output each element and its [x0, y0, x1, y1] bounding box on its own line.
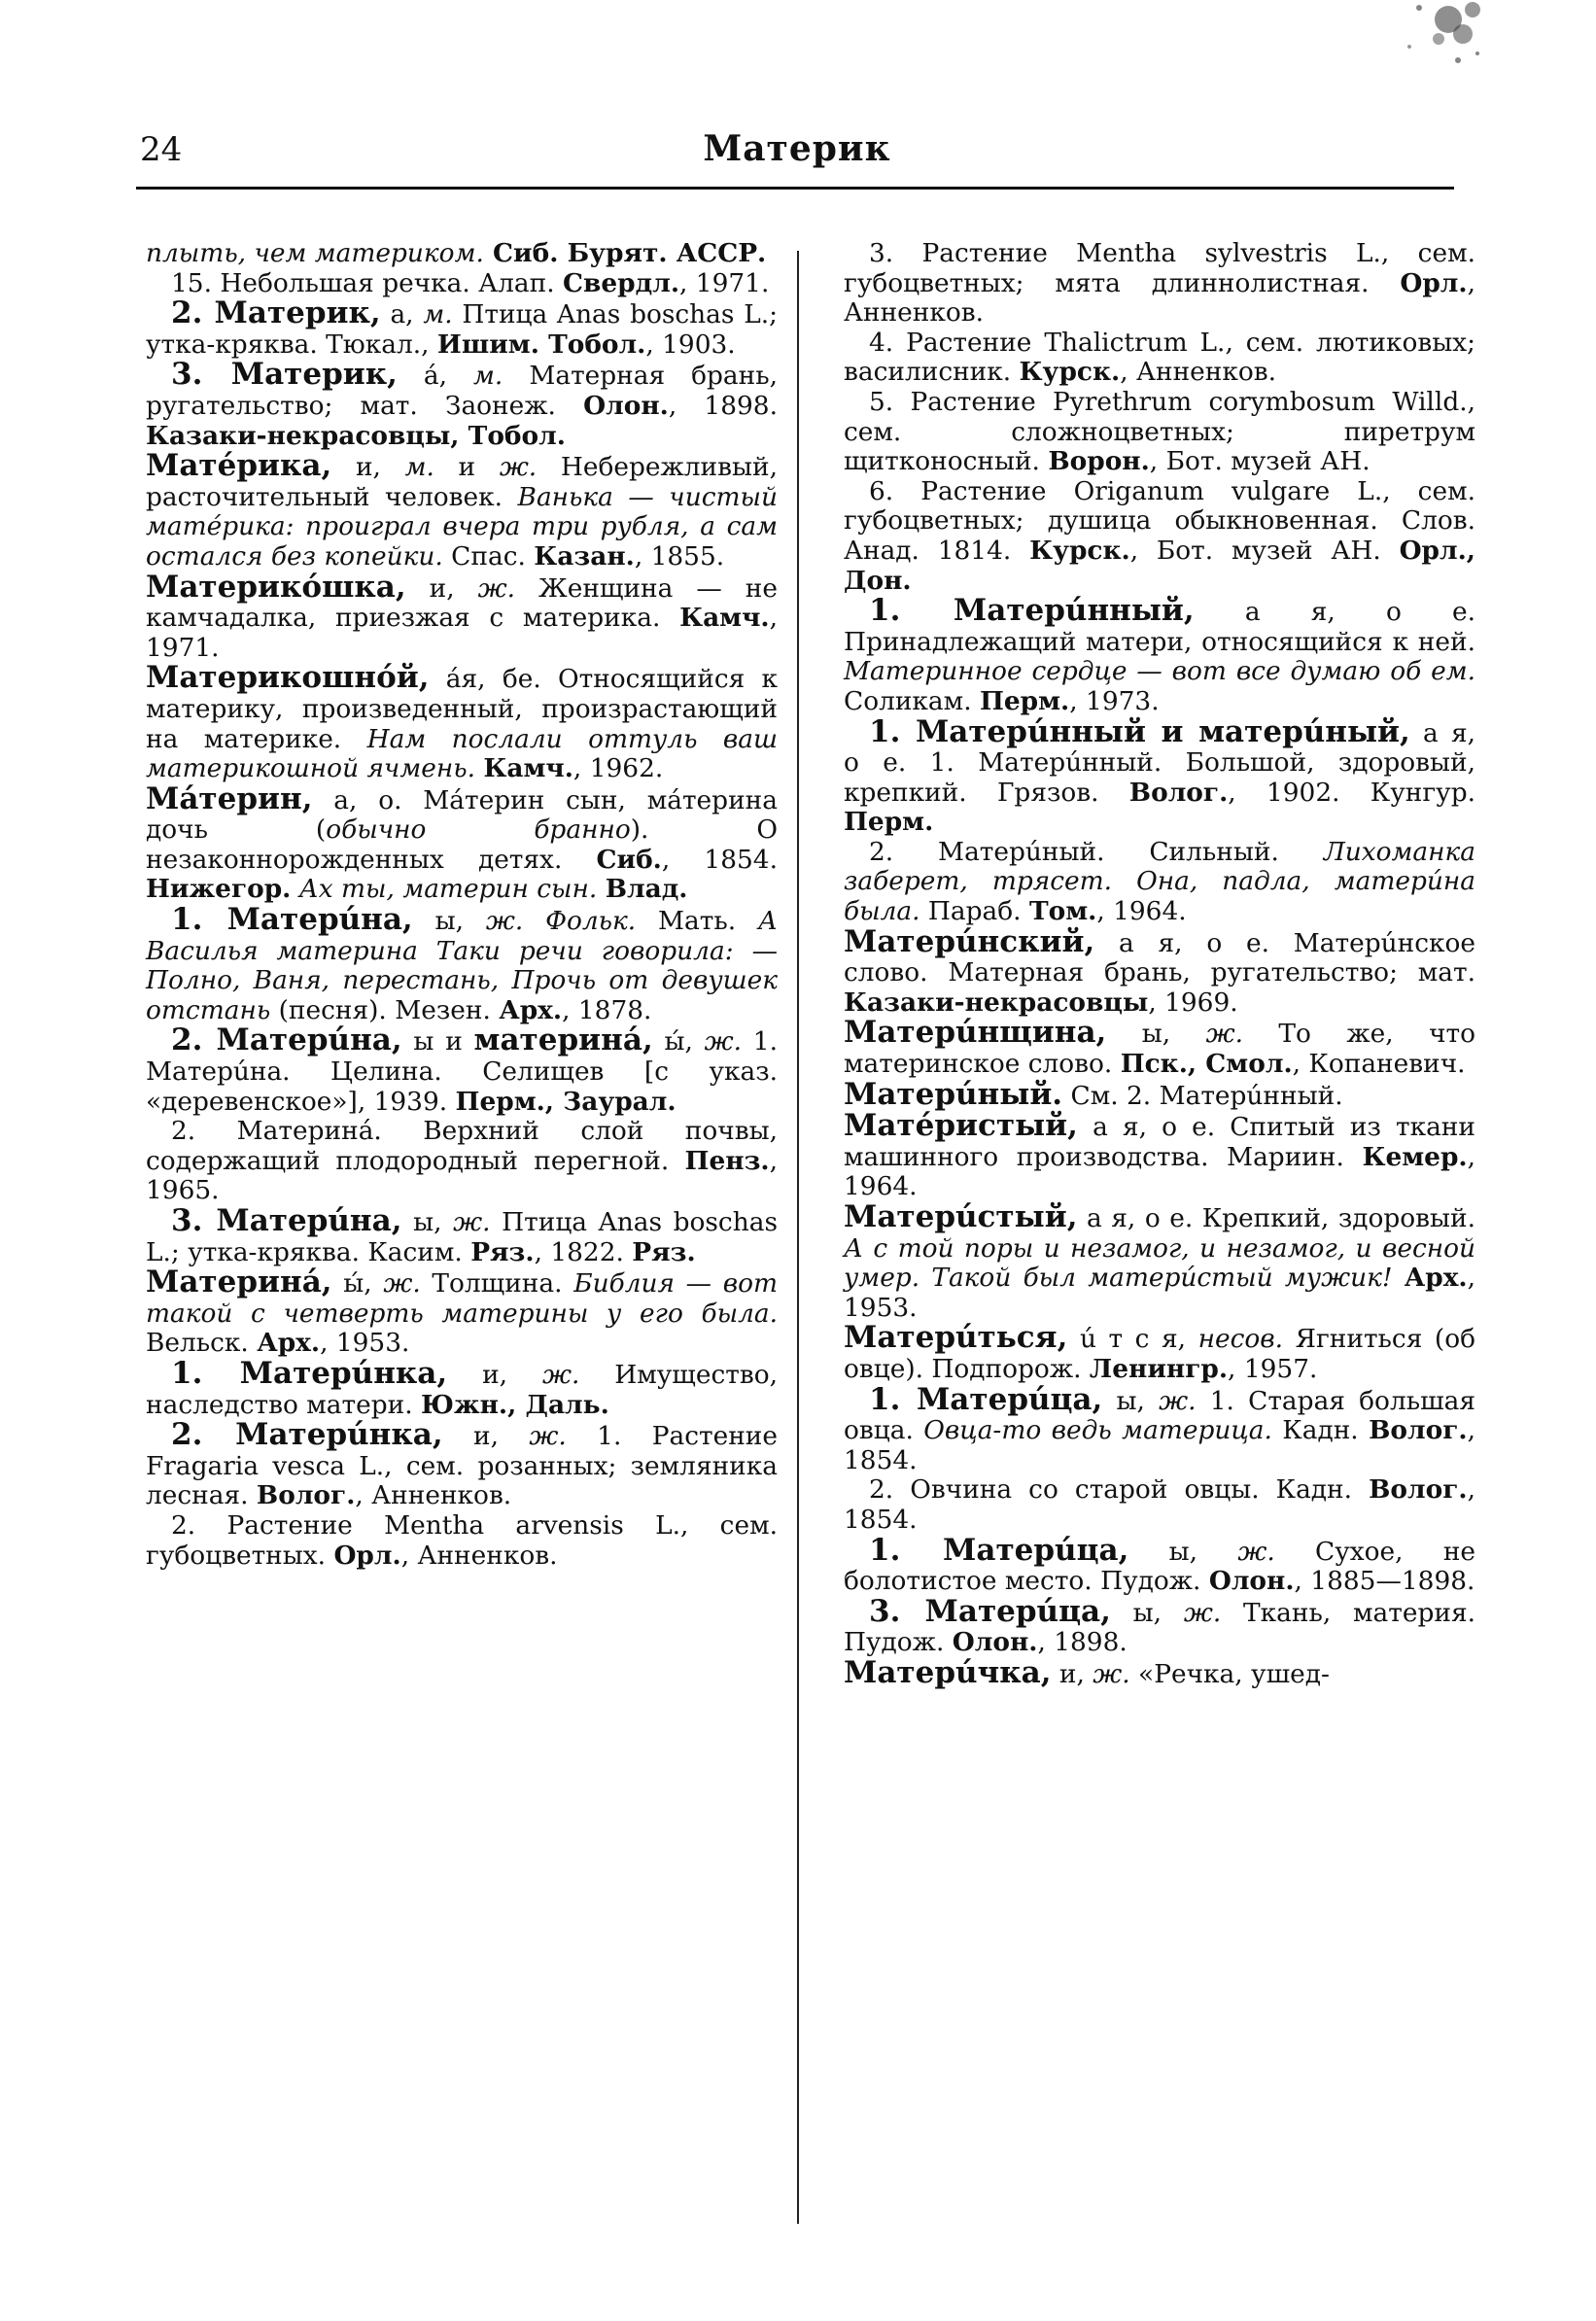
dictionary-entry	[146, 660, 778, 784]
entry-text: , Анненков.	[844, 267, 1475, 329]
header-rule	[136, 187, 1454, 190]
region-abbreviation: Ряз.	[632, 1236, 696, 1267]
entry-text: ы́,	[652, 1026, 705, 1057]
entry-text: Птица Anas boschas L.; утка-кряква. Тюкал.,	[146, 299, 779, 360]
entry-text: ы,	[1110, 1597, 1184, 1628]
italic-text: м.	[404, 452, 434, 483]
dictionary-entry	[844, 1015, 1475, 1080]
headword: Мáтерин,	[146, 780, 313, 816]
dictionary-entry	[146, 1203, 778, 1267]
italic-text: ж.	[704, 1026, 743, 1057]
entry-text: , 1971.	[679, 267, 770, 298]
headword: 1. Матерúца,	[869, 1532, 1129, 1568]
column-divider	[797, 251, 799, 2224]
entry-text: , 1953.	[844, 1263, 1476, 1323]
entry-text: , 1964.	[844, 1141, 1475, 1202]
headword: Матерúстый,	[844, 1199, 1078, 1234]
entry-text: 1. Растение Fragaria vesca L., сем. розанных; земляника лесная.	[146, 1421, 778, 1511]
region-abbreviation: Арх.	[499, 994, 563, 1025]
dictionary-entry	[146, 1417, 778, 1511]
entry-text: , Копаневич.	[1292, 1049, 1466, 1080]
region-abbreviation: Курск.	[1029, 535, 1130, 566]
entry-text: ú т с я,	[1067, 1324, 1198, 1355]
running-head: Материк	[703, 128, 891, 169]
region-abbreviation: Кемер.	[1362, 1141, 1468, 1172]
region-abbreviation: Камч.	[679, 603, 770, 634]
entry-text: , 1898.	[1037, 1627, 1128, 1658]
entry-text: , 1903.	[645, 329, 736, 360]
headword: 3. Матерúна,	[171, 1203, 402, 1238]
italic-text: ж.	[383, 1268, 421, 1299]
entry-text: , 1957.	[1228, 1353, 1318, 1384]
dictionary-entry	[844, 1199, 1476, 1323]
italic-text: ж.	[1183, 1597, 1222, 1628]
headword: 1. Матерúнный и матерúный,	[869, 713, 1410, 749]
entry-text: , 1965.	[146, 1145, 778, 1206]
right-column	[844, 239, 1475, 1690]
region-abbreviation: Олон.	[1208, 1566, 1295, 1597]
headword: 2. Матерúна,	[171, 1022, 402, 1058]
region-abbreviation: Пенз.	[684, 1145, 770, 1176]
entry-text: áя, бе. Относящийся к материку, произведенный, произрастающий на материке.	[146, 664, 778, 754]
dictionary-entry	[844, 923, 1475, 1019]
region-abbreviation: Курск.	[1019, 357, 1121, 388]
headword: 2. Матерúнка,	[171, 1417, 443, 1453]
headword: Матерúчка,	[844, 1654, 1052, 1690]
dictionary-entry	[146, 902, 778, 1025]
region-abbreviation: Том.	[1028, 896, 1097, 927]
dictionary-entry	[844, 1475, 1475, 1535]
entry-text: и,	[447, 1359, 542, 1390]
entry-text: , 1898.	[668, 390, 778, 421]
italic-text: ж.	[477, 572, 516, 604]
entry-text: , 1822.	[534, 1236, 633, 1267]
dictionary-entry	[844, 1593, 1475, 1658]
entry-text: 15. Небольшая речка. Алап.	[171, 267, 564, 298]
headword: Матерúнский,	[844, 923, 1095, 959]
region-abbreviation: Камч.	[483, 753, 573, 784]
italic-text: Овца-то ведь материца.	[923, 1415, 1272, 1446]
entry-text: Вельск.	[146, 1328, 258, 1359]
region-abbreviation: Ворон.	[1048, 446, 1150, 477]
dictionary-entry	[146, 1511, 778, 1571]
italic-text: Нам послали оттуль ваш материкошной ячмень.	[146, 723, 778, 784]
italic-text: ж.	[541, 1359, 580, 1390]
region-abbreviation: Южн., Даль.	[421, 1389, 609, 1420]
region-abbreviation: Нижегор.	[146, 874, 292, 905]
entry-text: Ягниться (об овце). Подпорож.	[844, 1324, 1475, 1384]
entry-text: ы,	[401, 1207, 454, 1237]
entry-text: Имущество, наследство матери.	[146, 1359, 778, 1420]
entry-text: Сухое, не болотистое место. Пудож.	[844, 1536, 1476, 1597]
headword: 3. Материк,	[171, 357, 398, 393]
entry-text: , 1902. Кунгур.	[1228, 777, 1475, 808]
entry-text: , 1953.	[320, 1328, 410, 1359]
dictionary-entry	[844, 838, 1475, 927]
dictionary-entry	[146, 269, 778, 299]
italic-text: м.	[423, 299, 453, 330]
entry-text: , 1855.	[634, 540, 725, 572]
page-number: 24	[140, 130, 183, 169]
italic-text: ж.	[1093, 1658, 1130, 1689]
dictionary-entry	[146, 780, 778, 905]
entry-text: и,	[331, 452, 405, 483]
italic-text: Ах ты, материн сын.	[298, 874, 598, 905]
entry-text: , Бот. музей АН.	[1129, 535, 1400, 566]
entry-text: Толщина.	[420, 1268, 574, 1299]
entry-text: á,	[397, 361, 474, 392]
entry-text: 1. Матерúна. Целина. Селищев [с указ. «деревенское»], 1939.	[146, 1026, 778, 1117]
region-abbreviation: Казаки-некрасовцы, Тобол.	[146, 420, 566, 451]
entry-text: Мать.	[636, 906, 758, 937]
entry-text: , 1854.	[661, 844, 778, 875]
region-abbreviation: Арх.	[1404, 1263, 1468, 1294]
left-column	[146, 239, 778, 1571]
headword: Матéристый,	[844, 1108, 1078, 1144]
dictionary-entry	[844, 329, 1475, 388]
region-abbreviation: Сиб.	[596, 844, 662, 875]
page-header	[136, 124, 1458, 183]
italic-text: м.	[473, 361, 503, 392]
entry-text: 6. Растение Origanum vulgare L., сем. губоцветных; душица обыкновенная. Слов. Анад. 1814.	[844, 475, 1475, 566]
dictionary-entry	[844, 593, 1475, 716]
entry-text: , 1971.	[146, 603, 778, 663]
entry-text: и,	[405, 572, 478, 604]
region-abbreviation: Ряз.	[470, 1236, 535, 1267]
entry-text: , 1969.	[1148, 987, 1238, 1018]
headword: 1. Матерúнный,	[869, 593, 1195, 629]
entry-text: 1. Старая большая овца.	[844, 1385, 1475, 1446]
dictionary-entry	[146, 1022, 778, 1117]
entry-text: ы,	[412, 906, 486, 937]
headword: Материкошнóй,	[146, 660, 430, 696]
entry-text: То же, что материнское слово.	[844, 1019, 1475, 1080]
italic-text: А Василья материна Таки речи говорила: — Полно, Ваня, перестань, Прочь от девушек отстань	[146, 906, 778, 1025]
entry-text: Матерная брань, ругательство; мат. Заонеж.	[146, 361, 779, 421]
italic-text: несов.	[1197, 1324, 1284, 1355]
entry-text: а, о. Мáтерин сын, мáтерина дочь (	[146, 784, 778, 846]
entry-text: ы,	[1128, 1536, 1238, 1567]
region-abbreviation: Перм., Заурал.	[455, 1086, 677, 1117]
entry-text: 3. Растение Mentha sylvestris L., сем. губоцветных; мята длиннолистная.	[844, 238, 1475, 298]
entry-text: Птица Anas boschas L.; утка-кряква. Касим.	[146, 1207, 778, 1267]
italic-text: ж.	[529, 1421, 567, 1452]
entry-text: ). О незаконнорожденных детях.	[146, 814, 778, 875]
dictionary-entry	[146, 239, 778, 269]
headword: Матéрика,	[146, 448, 332, 484]
region-abbreviation: Казан.	[534, 540, 635, 572]
entry-text	[597, 874, 605, 904]
entry-text: См. 2. Матерúнный.	[1062, 1080, 1343, 1111]
dictionary-entry	[146, 448, 779, 572]
entry-text: и,	[442, 1421, 530, 1452]
italic-text: плыть, чем материком.	[146, 238, 484, 268]
region-abbreviation: Пск., Смол.	[1120, 1049, 1293, 1080]
entry-text: а я, о е. Принадлежащий матери, относящийся к ней.	[844, 597, 1475, 657]
dictionary-entry	[844, 1381, 1475, 1476]
entry-text: , 1964.	[1096, 896, 1187, 927]
dictionary-entry	[146, 1355, 778, 1420]
region-abbreviation: Волог.	[1128, 777, 1229, 808]
entry-text: и	[434, 452, 500, 483]
entry-text: а я, о е. Крепкий, здоровый.	[1077, 1203, 1475, 1233]
headword: 2. Материк,	[171, 295, 381, 331]
italic-text: ж. Фольк.	[485, 906, 637, 937]
entry-text: а,	[380, 299, 424, 330]
entry-text: , 1962.	[572, 753, 664, 784]
dictionary-entry	[146, 357, 779, 451]
ink-stain	[1351, 0, 1497, 107]
italic-text: А с той поры и незамог, и незамог, и весной умер. Такой был матерúстый мужик!	[844, 1232, 1475, 1294]
headword: Материнá,	[146, 1264, 332, 1300]
dictionary-entry	[844, 1654, 1475, 1690]
entry-text: а я, о е. Матерúнское слово. Матерная брань, ругательство; мат.	[844, 927, 1475, 988]
entry-text: и,	[1051, 1658, 1093, 1689]
region-abbreviation: Арх.	[257, 1328, 321, 1359]
entry-text: , 1885—1898.	[1294, 1566, 1475, 1597]
entry-text: а я, о е. Спитый из ткани машинного производства. Мариин.	[844, 1112, 1475, 1172]
italic-text: обычно бранно	[326, 814, 631, 846]
headword: Материкóшка,	[146, 569, 406, 605]
italic-text: Материнное сердце — вот все думаю об ем.	[844, 656, 1475, 687]
italic-text: Лихоманка заберет, трясет. Она, падла, матерúна была.	[844, 836, 1475, 927]
entry-text: а я, о е. 1. Матерúнный. Большой, здоровый, крепкий. Грязов.	[844, 717, 1475, 808]
region-abbreviation: Казаки-некрасовцы	[844, 987, 1149, 1018]
region-abbreviation: Ленингр.	[1089, 1353, 1229, 1384]
entry-text: ы,	[1106, 1019, 1206, 1050]
headword: Матерúный.	[844, 1076, 1063, 1112]
dictionary-entry	[844, 1076, 1475, 1112]
italic-text: ж.	[1237, 1536, 1275, 1567]
italic-text: ж.	[453, 1207, 491, 1237]
dictionary-entry	[844, 388, 1475, 477]
region-abbreviation: Влад.	[605, 874, 688, 905]
headword: Матерúнщина,	[844, 1015, 1107, 1051]
dictionary-entry	[844, 713, 1475, 838]
italic-text: ж.	[1159, 1385, 1197, 1416]
entry-text: Ткань, материя. Пудож.	[844, 1597, 1475, 1658]
dictionary-entry	[146, 569, 778, 664]
entry-text: , 1854.	[844, 1415, 1475, 1475]
entry-text: Женщина — не камчадалка, приезжая с материка.	[146, 572, 778, 634]
entry-text	[291, 874, 298, 904]
region-abbreviation: Волог.	[1369, 1415, 1468, 1446]
dictionary-entry	[844, 1108, 1475, 1202]
entry-text: , 1854.	[844, 1474, 1475, 1535]
entry-text: , Анненков.	[1120, 357, 1276, 388]
entry-text: «Речка, ушед-	[1129, 1658, 1330, 1689]
entry-text: ы и	[401, 1026, 474, 1057]
region-abbreviation: Перм.	[979, 685, 1070, 716]
entry-text: Соликам.	[844, 685, 980, 716]
dictionary-entry	[844, 239, 1475, 329]
region-abbreviation: Олон.	[952, 1627, 1038, 1658]
entry-text: Спас.	[442, 540, 535, 572]
entry-text: Параб.	[919, 896, 1029, 927]
headword: материнá,	[473, 1022, 653, 1058]
entry-text: , 1973.	[1069, 685, 1160, 716]
dictionary-entry	[146, 1117, 778, 1206]
entry-text: , Анненков.	[355, 1480, 512, 1511]
italic-text: Библия — вот такой с четверть материны у его была.	[146, 1268, 779, 1329]
headword: 1. Матерúнка,	[171, 1355, 448, 1391]
italic-text: ж.	[1205, 1019, 1243, 1050]
region-abbreviation: Орл., Дон.	[844, 535, 1475, 596]
entry-text: 5. Растение Pyrethrum corymbosum Willd., сем. сложноцветных; пиретрум щитконосный.	[844, 386, 1475, 477]
headword: 3. Матерúца,	[869, 1593, 1111, 1629]
dictionary-entry	[146, 295, 779, 360]
entry-text: 4. Растение Thalictrum L., сем. лютиковых; василисник.	[844, 327, 1475, 388]
entry-text: 2. Овчина со старой овцы. Кадн.	[869, 1474, 1370, 1506]
entry-text: 2. Матерúный. Сильный.	[869, 836, 1324, 867]
region-abbreviation: Волог.	[256, 1480, 356, 1511]
region-abbreviation: Орл.	[1400, 267, 1468, 298]
entry-text	[1392, 1263, 1404, 1293]
region-abbreviation: Олон.	[583, 390, 669, 421]
entry-text: ы́,	[331, 1268, 384, 1299]
dictionary-entry	[844, 477, 1475, 596]
entry-text: ы,	[1102, 1385, 1160, 1416]
region-abbreviation: Сиб. Бурят. АССР.	[483, 238, 767, 268]
entry-text: (песня). Мезен.	[270, 994, 500, 1025]
entry-text: Небережливый, расточительный человек.	[146, 452, 778, 512]
italic-text: ж.	[499, 452, 538, 483]
region-abbreviation: Перм.	[844, 807, 934, 838]
region-abbreviation: Волог.	[1369, 1474, 1468, 1506]
italic-text: Ванька — чистый матéрика: проиграл вчера три рубля, а сам остался без копейки.	[146, 481, 779, 572]
headword: Матерúться,	[844, 1320, 1068, 1356]
entry-text: Кадн.	[1271, 1415, 1370, 1446]
headword: 1. Матерúна,	[171, 902, 413, 938]
region-abbreviation: Свердл.	[563, 267, 680, 298]
dictionary-entry	[844, 1532, 1476, 1597]
entry-text: , Анненков.	[400, 1540, 558, 1571]
entry-text: , Бот. музей АН.	[1149, 446, 1370, 477]
dictionary-entry	[146, 1264, 779, 1359]
entry-text: 2. Растение Mentha arvensis L., сем. губоцветных.	[146, 1509, 778, 1571]
headword: 1. Матерúца,	[869, 1381, 1103, 1417]
dictionary-entry	[844, 1320, 1475, 1384]
region-abbreviation: Орл.	[333, 1540, 401, 1571]
entry-text: 2. Материнá. Верхний слой почвы, содержащий плодородный перегной.	[146, 1116, 778, 1176]
entry-text: , 1878.	[562, 994, 652, 1025]
region-abbreviation: Ишим. Тобол.	[436, 329, 646, 360]
